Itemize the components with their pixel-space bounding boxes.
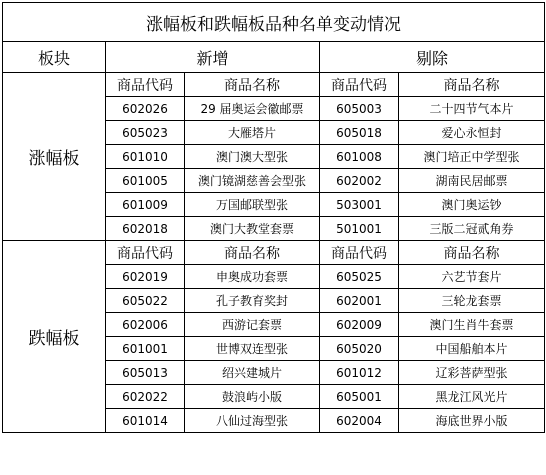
removed-code-cell: 501001 bbox=[320, 217, 399, 241]
removed-name-cell: 澳门生肖牛套票 bbox=[399, 313, 545, 337]
removed-code-cell: 601012 bbox=[320, 361, 399, 385]
removed-code-cell: 605025 bbox=[320, 265, 399, 289]
added-name-cell: 鼓浪屿小版 bbox=[185, 385, 320, 409]
add-code-header: 商品代码 bbox=[106, 73, 185, 97]
removed-name-cell: 辽彩菩萨型张 bbox=[399, 361, 545, 385]
added-code-cell: 602018 bbox=[106, 217, 185, 241]
added-name-cell: 世博双连型张 bbox=[185, 337, 320, 361]
added-code-cell: 605013 bbox=[106, 361, 185, 385]
add-name-header: 商品名称 bbox=[185, 73, 320, 97]
added-code-cell: 602026 bbox=[106, 97, 185, 121]
rem-name-header: 商品名称 bbox=[399, 73, 545, 97]
removed-code-cell: 503001 bbox=[320, 193, 399, 217]
added-name-cell: 申奥成功套票 bbox=[185, 265, 320, 289]
removed-name-cell: 中国船舶本片 bbox=[399, 337, 545, 361]
added-name-cell: 澳门大教堂套票 bbox=[185, 217, 320, 241]
board-name-cell: 跌幅板 bbox=[3, 241, 106, 433]
removed-name-cell: 三轮龙套票 bbox=[399, 289, 545, 313]
removed-code-cell: 602009 bbox=[320, 313, 399, 337]
section-subheader-row bbox=[3, 241, 545, 265]
added-code-cell: 601005 bbox=[106, 169, 185, 193]
added-name-cell: 澳门镜湖慈善会型张 bbox=[185, 169, 320, 193]
removed-name-cell: 海底世界小版 bbox=[399, 409, 545, 433]
removed-code-cell: 601008 bbox=[320, 145, 399, 169]
removed-name-cell: 六艺节套片 bbox=[399, 265, 545, 289]
header-added: 新增 bbox=[106, 42, 320, 73]
removed-code-cell: 605020 bbox=[320, 337, 399, 361]
removed-code-cell: 605001 bbox=[320, 385, 399, 409]
section-subheader-row bbox=[3, 73, 545, 97]
board-name-cell: 涨幅板 bbox=[3, 73, 106, 241]
added-code-cell: 601009 bbox=[106, 193, 185, 217]
rem-code-header: 商品代码 bbox=[320, 241, 399, 265]
added-code-cell: 602006 bbox=[106, 313, 185, 337]
header-removed: 剔除 bbox=[320, 42, 545, 73]
added-code-cell: 602022 bbox=[106, 385, 185, 409]
removed-code-cell: 602001 bbox=[320, 289, 399, 313]
removed-name-cell: 澳门培正中学型张 bbox=[399, 145, 545, 169]
added-code-cell: 601014 bbox=[106, 409, 185, 433]
removed-code-cell: 602002 bbox=[320, 169, 399, 193]
added-name-cell: 澳门澳大型张 bbox=[185, 145, 320, 169]
added-name-cell: 绍兴建城片 bbox=[185, 361, 320, 385]
add-name-header: 商品名称 bbox=[185, 241, 320, 265]
removed-code-cell: 605003 bbox=[320, 97, 399, 121]
table-container bbox=[2, 2, 545, 433]
added-code-cell: 601001 bbox=[106, 337, 185, 361]
board-change-table bbox=[2, 2, 545, 433]
rem-name-header: 商品名称 bbox=[399, 241, 545, 265]
added-name-cell: 29 届奥运会徽邮票 bbox=[185, 97, 320, 121]
added-name-cell: 万国邮联型张 bbox=[185, 193, 320, 217]
table-title: 涨幅板和跌幅板品种名单变动情况 bbox=[3, 3, 545, 42]
added-name-cell: 大雁塔片 bbox=[185, 121, 320, 145]
added-name-cell: 孔子教育奖封 bbox=[185, 289, 320, 313]
removed-code-cell: 602004 bbox=[320, 409, 399, 433]
added-code-cell: 601010 bbox=[106, 145, 185, 169]
removed-name-cell: 湖南民居邮票 bbox=[399, 169, 545, 193]
removed-name-cell: 澳门奥运钞 bbox=[399, 193, 545, 217]
removed-name-cell: 爱心永恒封 bbox=[399, 121, 545, 145]
removed-name-cell: 二十四节气本片 bbox=[399, 97, 545, 121]
removed-name-cell: 三版二冠贰角券 bbox=[399, 217, 545, 241]
added-name-cell: 西游记套票 bbox=[185, 313, 320, 337]
added-code-cell: 602019 bbox=[106, 265, 185, 289]
add-code-header: 商品代码 bbox=[106, 241, 185, 265]
rem-code-header: 商品代码 bbox=[320, 73, 399, 97]
table-body bbox=[3, 3, 545, 433]
removed-name-cell: 黑龙江风光片 bbox=[399, 385, 545, 409]
header-board: 板块 bbox=[3, 42, 106, 73]
added-code-cell: 605023 bbox=[106, 121, 185, 145]
added-code-cell: 605022 bbox=[106, 289, 185, 313]
added-name-cell: 八仙过海型张 bbox=[185, 409, 320, 433]
removed-code-cell: 605018 bbox=[320, 121, 399, 145]
